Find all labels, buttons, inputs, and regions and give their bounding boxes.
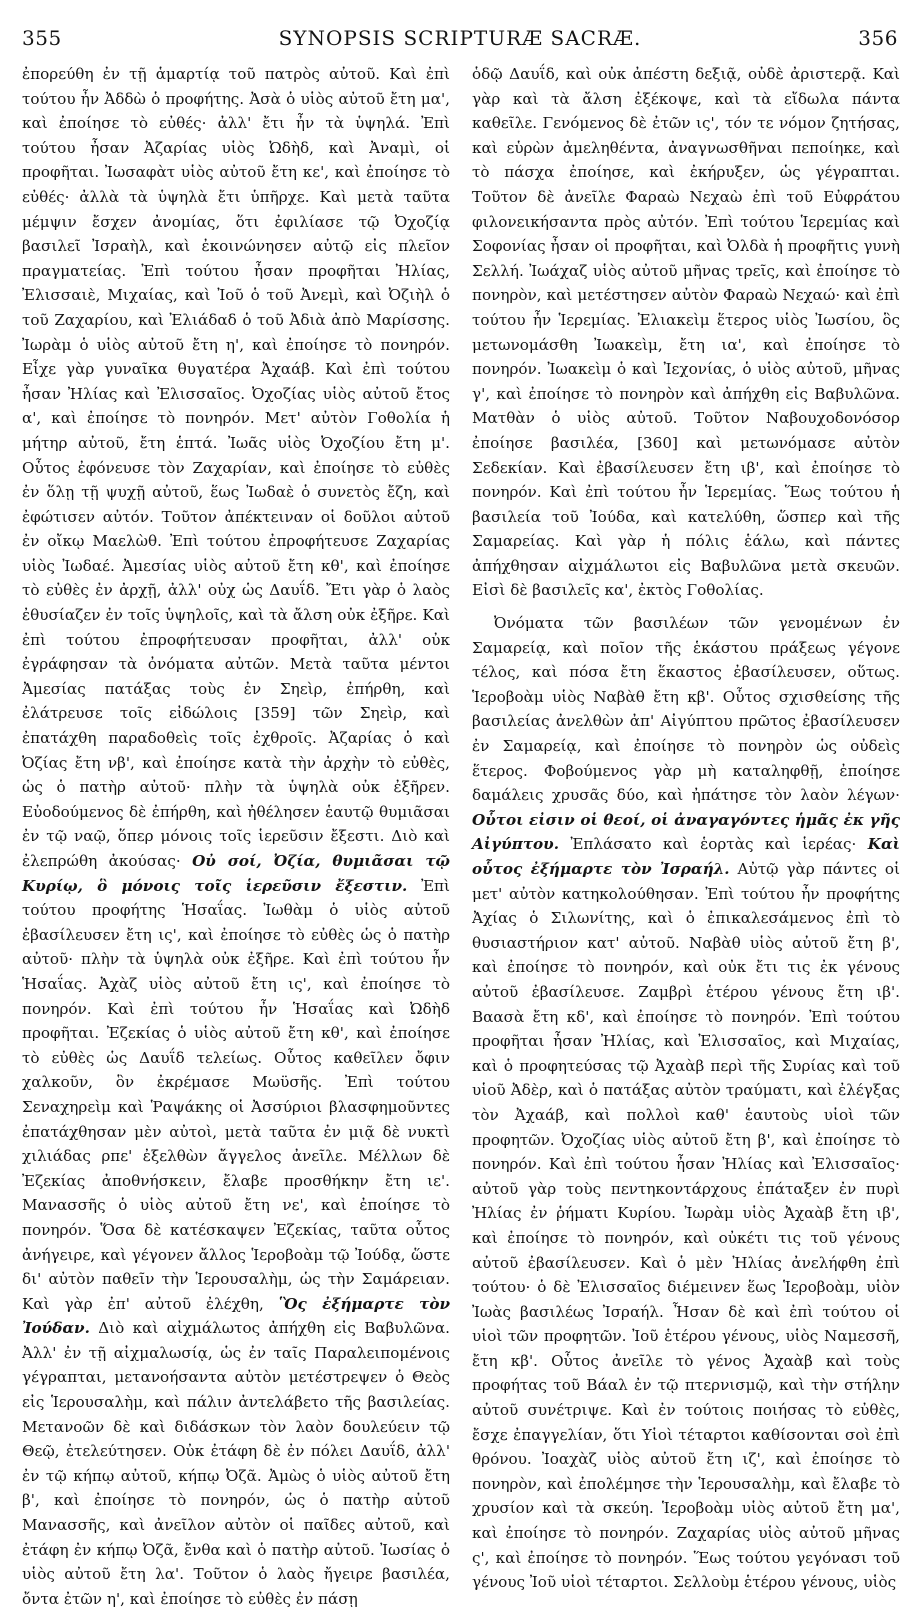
left-quote-2: Ὃς ἐξήμαρτε τὸν Ἰούδαν. <box>22 1294 450 1338</box>
left-paragraph <box>22 62 450 1611</box>
left-text-3: Διὸ καὶ αἰχμάλωτος ἀπήχθη εἰς Βαβυλῶνα. Ἀλλ' ἐν τῇ αἰχμαλωσίᾳ, ὡς ἐν ταῖς Παραλειπομένοις γέγραπται, μετανοήσαντα αὐτὸν μετέστρεψεν ὁ Θεὸς εἰς Ἱερουσαλὴμ, καὶ πάλιν ἀντελάβετο τῆς βασιλείας. Μετανοῶν δὲ καὶ διδάσκων τὸν λαὸν δουλεύειν τῷ Θεῷ, ἐτελεύτησεν. Οὐκ ἐτάφη δὲ ἐν πόλει Δαυΐδ, ἀλλ' ἐν τῷ κήπῳ αὐτοῦ, κήπῳ Ὀζᾶ. Ἀμὼς ὁ υἱὸς αὐτοῦ ἔτη β', καὶ ἐποίησε τὸ πονηρόν, ὡς ὁ πατὴρ αὐτοῦ Μανασσῆς, καὶ ἀνεῖλον αὐτὸν οἱ παῖδες αὐτοῦ, καὶ ἐτάφη ἐν κήπῳ Ὀζᾶ, ἔνθα καὶ ὁ πατὴρ αὐτοῦ. Ἰωσίας ὁ υἱὸς αὐτοῦ ἔτη λα'. Τοῦτον ὁ λαὸς ἤγειρε βασιλέα, ὄντα ἐτῶν η', καὶ ἐποίησε τὸ εὐθὲς ἐν πάσῃ <box>22 1319 450 1608</box>
left-text-1: ἐπορεύθη ἐν τῇ ἁμαρτίᾳ τοῦ πατρὸς αὐτοῦ. Καὶ ἐπὶ τούτου ἦν Ἀδδὼ ὁ προφήτης. Ἀσὰ ὁ υἱὸς αὐτοῦ ἔτη μα', καὶ ἐποίησε τὸ εὐθές· ἀλλ' ἔτι ἦν τὰ ὑψηλά. Ἐπὶ τούτου ἦσαν Ἀζαρίας υἱὸς Ὠδὴδ, καὶ Ἀναμὶ, οἱ προφῆται. Ἰωσαφὰτ υἱὸς αὐτοῦ ἔτη κε', καὶ ἐποίησε τὸ εὐθές· ἀλλὰ τὰ ὑψηλὰ ἔτι ὑπῆρχε. Καὶ μετὰ ταῦτα μέμψιν ἔσχεν ἀνομίας, ὅτι ἐφιλίασε τῷ Ὀχοζίᾳ βασιλεῖ Ἰσραὴλ, καὶ ἐκοινώνησεν αὐτῷ εἰς πλεῖον πραγματείας. Ἐπὶ τούτου ἦσαν προφῆται Ἠλίας, Ἐλισσαιὲ, Μιχαίας, καὶ Ἰοῦ ὁ τοῦ Ἀνεμὶ, καὶ Ὀζιὴλ ὁ τοῦ Ζαχαρίου, καὶ Ἐλιάδαδ ὁ τοῦ Ἀδιὰ ἀπὸ Μαρίσσης. Ἰωρὰμ ὁ υἱὸς αὐτοῦ ἔτη η', καὶ ἐποίησε τὸ πονηρόν. Εἶχε γὰρ γυναῖκα θυγατέρα Ἀχαάβ. Καὶ ἐπὶ τούτου ἦσαν Ἠλίας καὶ Ἐλισσαῖος. Ὀχοζίας υἱὸς αὐτοῦ ἔτος α', καὶ ἐποίησε τὸ πονηρόν. Μετ' αὐτὸν Γοθολία ἡ μήτηρ αὐτοῦ, ἔτη ἑπτά. Ἰωᾶς υἱὸς Ὀχοζίου ἔτη μ'. Οὗτος ἐφόνευσε τὸν Ζαχαρίαν, καὶ ἐποίησε τὸ εὐθὲς ἐν ὅλῃ τῇ ψυχῇ αὐτοῦ, ἕως Ἰωδαὲ ὁ συνετὸς ἔζη, καὶ ἐφώτισεν αὐτόν. Τοῦτον ἀπέκτειναν οἱ δοῦλοι αὐτοῦ ἐν οἴκῳ Μαελὼθ. Ἐπὶ τούτου ἐπροφήτευσε Ζαχαρίας υἱὸς Ἰωδαέ. Ἀμεσίας υἱὸς αὐτοῦ ἔτη κθ', καὶ ἐποίησε τὸ εὐθὲς ἐν ἀρχῇ, ἀλλ' οὐχ ὡς Δαυΐδ. Ἔτι γὰρ ὁ λαὸς ἐθυσίαζεν ἐν τοῖς ὑψηλοῖς, καὶ τὰ ἄλση οὐκ ἐξῆρε. Καὶ ἐπὶ τούτου ἐπροφήτευσαν προφῆται, ἀλλ' οὐκ ἐγράφησαν τὰ ὀνόματα αὐτῶν. Μετὰ ταῦτα μέντοι Ἀμεσίας πατάξας τοὺς ἐν Σηεὶρ, ἐπήρθη, καὶ ἐλάτρευσε τοῖς εἰδώλοις [359] τῶν Σηεὶρ, καὶ ἐπατάχθη παραδοθεὶς τοῖς ἐχθροῖς. Ἀζαρίας ὁ καὶ Ὀζίας ἔτη νβ', καὶ ἐποίησε κατὰ τὴν ἀρχὴν τὸ εὐθὲς, ὡς ὁ πατὴρ αὐτοῦ· πλὴν τὰ ὑψηλὰ οὐκ ἐξῆρεν. Εὐοδούμενος δὲ ἐπήρθη, καὶ ἠθέλησεν ἑαυτῷ θυμιᾶσαι ἐν τῷ ναῷ, ὅπερ μόνοις τοῖς ἱερεῦσιν ἔξεστι. Διὸ καὶ ἐλεπρώθη ἀκούσας· <box>22 65 450 870</box>
right-column <box>472 62 900 1595</box>
right-text-1: ὁδῷ Δαυΐδ, καὶ οὐκ ἀπέστη δεξιᾷ, οὐδὲ ἀριστερᾷ. Καὶ γὰρ καὶ τὰ ἄλση ἐξέκοψε, καὶ τὰ εἴδωλα πάντα καθεῖλε. Γενόμενος δὲ ἐτῶν ις', τόν τε νόμον ζητήσας, καὶ εὑρὼν ἀμεληθέντα, ἀναγνωσθῆναι πεποίηκε, καὶ τὸ πάσχα ἐποίησε, καὶ ἐκήρυξεν, ὡς γέγραπται. Τοῦτον δὲ ἀνεῖλε Φαραὼ Νεχαὼ ἐπὶ τοῦ Εὐφράτου φιλονεικήσαντα πρὸς αὐτόν. Ἐπὶ τούτου Ἱερεμίας καὶ Σοφονίας ἦσαν οἱ προφῆται, καὶ Ὀλδὰ ἡ προφῆτις γυνὴ Σελλή. Ἰωάχαζ υἱὸς αὐτοῦ μῆνας τρεῖς, καὶ ἐποίησε τὸ πονηρὸν, καὶ μετέστησεν αὐτὸν Φαραὼ Νεχαώ· καὶ ἐπὶ τούτου ἦν Ἱερεμίας. Ἐλιακεὶμ ἕτερος υἱὸς Ἰωσίου, ὃς μετωνομάσθη Ἰωακεὶμ, ἔτη ια', καὶ ἐποίησε τὸ πονηρόν. Ἰωακεὶμ ὁ καὶ Ἰεχονίας, ὁ υἱὸς αὐτοῦ, μῆνας γ', καὶ ἐποίησε τὸ πονηρὸν καὶ ἀπήχθη εἰς Βαβυλῶνα. Ματθὰν ὁ υἱὸς αὐτοῦ. Τοῦτον Ναβουχοδονόσορ ἐποίησε βασιλέα, [360] καὶ μετωνόμασε αὐτὸν Σεδεκίαν. Καὶ ἐβασίλευσεν ἔτη ιβ', καὶ ἐποίησε τὸ πονηρόν. Καὶ ἐπὶ τούτου ἦν Ἱερεμίας. Ἕως τούτου ἡ βασιλεία τοῦ Ἰούδα, καὶ κατελύθη, ὥσπερ καὶ τῆς Σαμαρείας. Καὶ γὰρ ἡ πόλις ἑάλω, καὶ πάντες ἀπήχθησαν αἰχμάλωτοι εἰς Βαβυλῶνα μετὰ σκευῶν. Εἰσὶ δὲ βασιλεῖς κα', ἐκτὸς Γοθολίας. <box>472 65 900 600</box>
right-paragraph-2 <box>472 611 900 1595</box>
left-text-2: Ἐπὶ τούτου προφήτης Ἡσαΐας. Ἰωθὰμ ὁ υἱὸς αὐτοῦ ἐβασίλευσεν ἔτη ις', καὶ ἐποίησε τὸ εὐθὲς ὡς ὁ πατὴρ αὐτοῦ· πλὴν τὰ ὑψηλὰ οὐκ ἐξῆρε. Καὶ ἐπὶ τούτου ἦν Ἡσαΐας. Ἀχὰζ υἱὸς αὐτοῦ ἔτη ις', καὶ ἐποίησε τὸ πονηρόν. Καὶ ἐπὶ τούτου ἦν Ἡσαΐας καὶ Ὠδὴδ προφῆται. Ἐζεκίας ὁ υἱὸς αὐτοῦ ἔτη κθ', καὶ ἐποίησε τὸ εὐθὲς ὡς Δαυΐδ τελείως. Οὗτος καθεῖλεν ὄφιν χαλκοῦν, ὃν ἐκρέμασε Μωϋσῆς. Ἐπὶ τούτου Σεναχηρεὶμ καὶ Ῥαψάκης οἱ Ἀσσύριοι βλασφημοῦντες ἐπατάχθησαν μὲν αὐτοὶ, μετὰ ταῦτα ἐν μιᾷ δὲ νυκτὶ χιλιάδας ρπε' ἐξελθὼν ἄγγελος ἀνεῖλε. Μέλλων δὲ Ἐζεκίας ἀποθνήσκειν, ἔλαβε προσθήκην ἔτη ιε'. Μανασσῆς ὁ υἱὸς αὐτοῦ ἔτη νε', καὶ ἐποίησε τὸ πονηρόν. Ὅσα δὲ κατέσκαψεν Ἐζεκίας, ταῦτα οὗτος ἀνήγειρε, καὶ γέγονεν ἄλλος Ἱεροβοὰμ τῷ Ἰούδᾳ, ὥστε δι' αὐτὸν παθεῖν τὴν Ἱερουσαλὴμ, ὡς τὴν Σαμάρειαν. Καὶ γὰρ ἐπ' αὐτοῦ ἐλέχθη, <box>22 876 450 1313</box>
right-paragraph-1 <box>472 62 900 603</box>
running-header <box>22 26 898 56</box>
right-quote-2: Καὶ οὗτος ἐξήμαρτε τὸν Ἰσραήλ. <box>472 835 901 878</box>
running-title: SYNOPSIS SCRIPTURÆ SACRÆ. <box>278 26 642 50</box>
right-text-3: Ἐπλάσατο καὶ ἑορτὰς καὶ ἱερέας· <box>570 835 857 854</box>
right-quote-1: Οὗτοι εἰσιν οἱ θεοί, οἱ ἀναγαγόντες ἡμᾶς ἐκ γῆς Αἰγύπτου. <box>472 810 900 854</box>
right-text-2: Ὀνόματα τῶν βασιλέων τῶν γενομένων ἐν Σαμαρείᾳ, καὶ ποῖον τῆς ἑκάστου πράξεως γέγονε τέλος, καὶ πόσα ἔτη ἕκαστος ἐβασίλευσεν, οὕτως. Ἱεροβοὰμ υἱὸς Ναβὰθ ἔτη κβ'. Οὗτος σχισθείσης τῆς βασιλείας ἀνελθὼν ἀπ' Αἰγύπτου πρῶτος ἐβασίλευσεν ἐν Σαμαρείᾳ, καὶ ἐποίησε τὸ πονηρὸν ὡς οὐδεὶς ἕτερος. Φοβούμενος γὰρ μὴ καταληφθῇ, ἐποίησε δαμάλεις χρυσᾶς δύο, καὶ ἠπάτησε τὸν λαὸν λέγων· <box>472 614 900 805</box>
page-number-left: 355 <box>22 26 62 50</box>
left-column <box>22 62 450 1611</box>
page-number-right: 356 <box>858 26 898 50</box>
right-text-4: Αὐτῷ γὰρ πάντες οἱ μετ' αὐτὸν κατηκολούθησαν. Ἐπὶ τούτου ἦν προφήτης Ἀχίας ὁ Σιλωνίτης, καὶ ὁ ἐπικαλεσάμενος ἐπὶ τὸ θυσιαστήριον κατ' αὐτοῦ. Ναβὰθ υἱὸς αὐτοῦ ἔτη β', καὶ ἐποίησε τὸ πονηρόν, καὶ οὐκ ἔτι τις ἐκ γένους αὐτοῦ ἐβασίλευσε. Ζαμβρὶ ἑτέρου γένους ἔτη ιβ'. Βαασὰ ἔτη κδ', καὶ ἐποίησε τὸ πονηρόν. Ἐπὶ τούτου προφῆται ἦσαν Ἠλίας, καὶ Ἐλισσαῖος, καὶ Μιχαίας, καὶ ὁ προφητεύσας τῷ Ἀχαὰβ περὶ τῆς Συρίας καὶ τοῦ υἱοῦ Ἀδὲρ, καὶ ὁ πατάξας αὐτὸν τραύματι, καὶ ἐλέγξας τὸν Ἀχαάβ, καὶ πολλοὶ καθ' ἑαυτοὺς υἱοὶ τῶν προφητῶν. Ὀχοζίας υἱὸς αὐτοῦ ἔτη β', καὶ ἐποίησε τὸ πονηρόν. Καὶ ἐπὶ τούτου ἦσαν Ἠλίας καὶ Ἐλισσαῖος· αὐτοῦ γὰρ τοὺς πεντηκοντάρχους ἐπάταξεν ἐν πυρὶ Ἠλίας ἐν ῥήματι Κυρίου. Ἰωρὰμ υἱὸς Ἀχαὰβ ἔτη ιβ', καὶ ἐποίησε τὸ πονηρόν, καὶ οὐκέτι τις τοῦ γένους αὐτοῦ ἐβασίλευσεν. Καὶ ὁ μὲν Ἠλίας ἀνελήφθη ἐπὶ τούτου· ὁ δὲ Ἐλισσαῖος διέμεινεν ἕως Ἱεροβοὰμ, υἱὸν Ἰωὰς βασιλέως Ἰσραήλ. Ἦσαν δὲ καὶ ἐπὶ τούτου οἱ υἱοὶ τῶν προφητῶν. Ἰοῦ ἑτέρου γένους, υἱὸς Ναμεσσῆ, ἔτη κβ'. Οὗτος ἀνεῖλε τὸ γένος Ἀχαὰβ καὶ τοὺς προφήτας τοῦ Βάαλ ἐν τῷ πτερνισμῷ, καὶ τὴν στήλην αὐτοῦ συνέτριψε. Καὶ ἐν τούτοις ποιήσας τὸ εὐθὲς, ἔσχε ἐπαγγελίαν, ὅτι Υἱοὶ τέταρτοι καθίσονται σοὶ ἐπὶ θρόνου. Ἰοαχὰζ υἱὸς αὐτοῦ ἔτη ιζ', καὶ ἐποίησε τὸ πονηρὸν, καὶ ἐπολέμησε τὴν Ἱερουσαλὴμ, καὶ ἔλαβε τὸ χρυσίον καὶ τὰ σκεύη. Ἱεροβοὰμ υἱὸς αὐτοῦ ἔτη μα', καὶ ἐποίησε τὸ πονηρόν. Ζαχαρίας υἱὸς αὐτοῦ μῆνας ς', καὶ ἐποίησε τὸ πονηρόν. Ἕως τούτου γεγόνασι τοῦ γένους Ἰοῦ υἱοὶ τέταρτοι. Σελλοὺμ ἑτέρου γένους, υἱὸς <box>472 860 901 1592</box>
left-quote-1: Οὐ σοί, Ὀζία, θυμιᾶσαι τῷ Κυρίῳ, ὃ μόνοις τοῖς ἱερεῦσιν ἔξεστιν. <box>22 852 450 895</box>
